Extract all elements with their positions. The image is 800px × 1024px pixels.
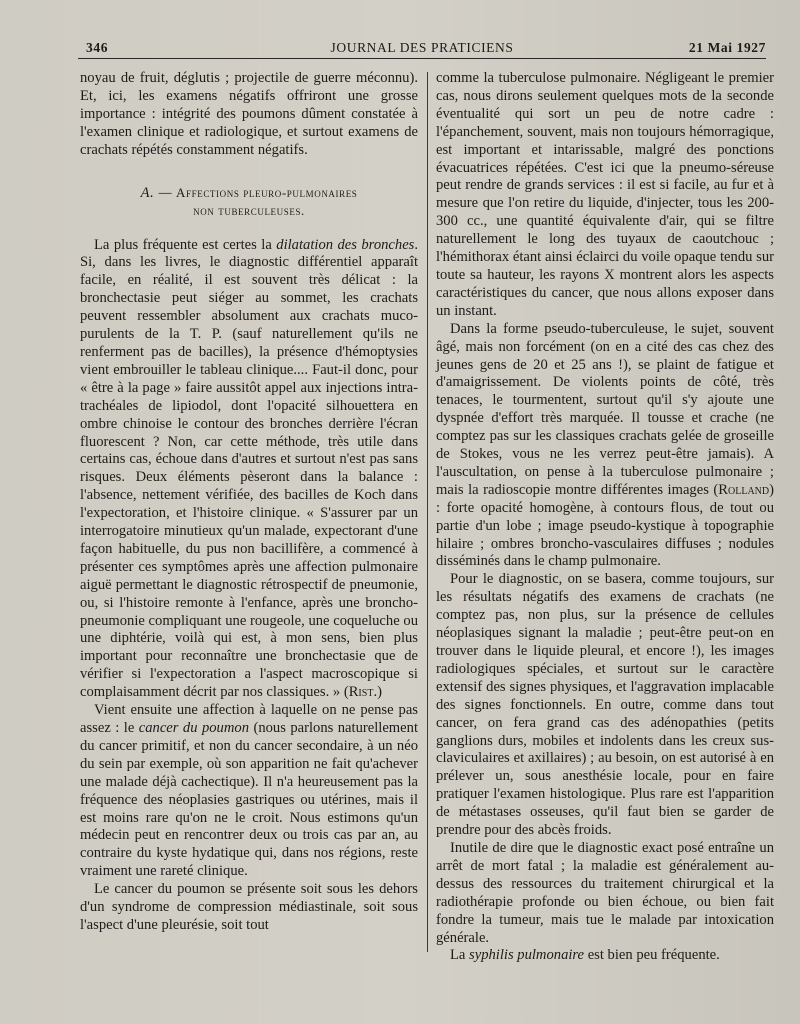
paragraph-cancer-presentation: Le cancer du poumon se présente soit sous les dehors d'un syndrome de compression médiastinale, soit sous l'aspect d'une pleurésie, soit tout	[80, 881, 418, 933]
right-column	[436, 70, 774, 965]
paragraph-pseudo-tuberculeuse	[436, 321, 774, 572]
page-number: 346	[86, 40, 109, 55]
intro-paragraph: noyau de fruit, déglutis ; projectile de guerre méconnu). Et, ici, les examens négatifs offriront une grosse importance : intégrité des poumons dûment constatée à l'examen clinique et radiologique, et surtout examens de crachats répétés constamment négatifs.	[80, 70, 418, 158]
column-divider	[427, 72, 428, 952]
author-name: Rist	[348, 684, 374, 701]
section-title-line2: non tuberculeuses.	[193, 202, 305, 218]
section-letter: A. —	[140, 184, 173, 201]
text-run: est bien peu fréquente.	[584, 947, 720, 964]
header-rule	[78, 58, 766, 59]
text-run: La plus fréquente est certes la	[94, 236, 277, 253]
text-run: . Si, dans les livres, le diagnostic différentiel apparaît facile, en réalité, il est souvent très délicat : la bronchectasie peut siéger au sommet, les crachats peuvent ressembler absolument aux crachats muco-purulents de la T. P. (sauf naturellement qu'ils ne renferment pas de bacilles), la présence d'hémoptysies vient embrouiller le tableau clinique.... Faut-il donc, pour « être à la page » faire aussitôt appel aux injections intra-trachéales de lipiodol, dont l'opacité silhouettera en ombre chinoise le contour des bronches derrière l'écran fluorescent ? Non, car cette méthode, très utile dans certains cas, échoue dans d'autres et surtout n'est pas sans risques. Deux éléments pèseront dans la balance : l'absence, nettement vérifiée, des bacilles de Koch dans l'expectoration, et l'histoire clinique. « S'assurer par un interrogatoire minutieux qu'un malade, expectorant d'une façon habituelle, du pus non bacillifère, a commencé à présenter ces symptômes après une affection pulmonaire aiguë permettant le diagnostic rétrospectif de pneumonie, ou, si l'histoire remonte à l'enfance, après une broncho-pneumonie compliquant une rougeole, une coqueluche ou une diphtérie, voilà qui est, à mon sens, bien plus important pour reconnaître une bronchectasie que de vérifier si l'expectoration a l'aspect macroscopique si complaisamment décrit par nos classiques. » (	[80, 236, 419, 701]
text-run: ) : forte opacité homogène, à contours flous, de tout ou partie d'un lobe ; image pseudo-kystique à topographie hilaire ; ombres broncho-vasculaires diffuses ; nodules disséminés dans le champ pulmonaire.	[436, 481, 774, 570]
paragraph-syphilis	[436, 947, 774, 965]
continued-paragraph: comme la tuberculose pulmonaire. Négligeant le premier cas, nous dirons seulement quelques mots de la seconde éventualité qui sort un peu de notre cadre : l'épanchement, souvent, mais non toujours hémorragique, est important et intarissable, malgré des ponctions évacuatrices répétées. C'est ici que la pneumo-séreuse peut rendre de grands services : il est si facile, au fur et à mesure que l'on retire du liquide, d'injecter, tous les 200-300 cc., une quantité équivalente d'air, qui se filtre naturellement le long des tuyaux de caoutchouc ; l'hémithorax étant ainsi éclairci du voile opaque tendu sur toute sa hauteur, les rayons X montrent alors les aspects caractéristiques du cancer, que nous allons exposer dans un instant.	[436, 70, 774, 319]
text-run: La	[450, 947, 470, 964]
issue-date: 21 Mai 1927	[688, 40, 766, 55]
text-run: .)	[373, 684, 382, 701]
text-run: Dans la forme pseudo-tuberculeuse, le sujet, souvent âgé, mais non forcément (on en a cité des cas chez des jeunes gens de 20 et 25 ans !), se plaint de fatigue et d'amaigrissement. De violents points de côté, très tenaces, le tourmentent, surtout qu'il s'y ajoute une dyspnée d'effort très marquée. Il tousse et crache (ne comptez pas sur les classiques crachats gelée de groseille de Stokes, vous ne les verrez peut-être jamais). A l'auscultation, on pense à la tuberculose pulmonaire ; mais la radioscopie montre différentes images (	[436, 320, 774, 498]
emphasis: dilatation des bronches	[276, 236, 415, 253]
left-column	[80, 70, 418, 935]
paragraph-cancer	[80, 702, 418, 881]
running-header	[78, 38, 766, 58]
journal-title: JOURNAL DES PRATICIENS	[330, 40, 514, 55]
paragraph-diagnostic: Pour le diagnostic, on se basera, comme toujours, sur les résultats négatifs des examens de crachats (ne comptez pas, non plus, sur la présence de cellules néoplasiques signant la maladie ; peut-être peut-on en trouver dans le liquide pleural, et encore !), les images radiologiques spéciales, et surtout sur le caractère extensif des signes physiques, et l'aggravation implacable des signes fonctionnels. En outre, comme dans tout cancer, on fera grand cas des adénopathies (petits ganglions durs, mobiles et indolents dans les creux sus-claviculaires et axillaires) ; au besoin, on est autorisé à en prélever un, sous anesthésie locale, pour en faire pratiquer l'examen histologique. Plus rare est l'apparition de métastases osseuses, qu'il faut bien se garder de prendre pour des abcès froids.	[436, 571, 774, 839]
section-heading	[80, 184, 418, 219]
text-run: Vient ensuite une affection à laquelle on ne pense pas assez : le	[80, 702, 418, 736]
emphasis: cancer du poumon	[138, 720, 249, 736]
text-run: (nous parlons naturellement du cancer primitif, et non du cancer secondaire, à un néo du sein par exemple, où son apparition ne fait qu'achever une malade déjà cachectique). Il n'a heureusement pas la fréquence des néoplasies gastriques ou utérines, mais il est moins rare qu'on ne le croit. Nous estimons qu'un médecin peut en rencontrer deux ou trois cas par an, au contraire du kyste hydatique qui, dans nos régions, reste vraiment une rareté clinique.	[80, 720, 418, 880]
section-title-line1: Affections pleuro-pulmonaires	[176, 184, 358, 200]
emphasis: syphilis pulmonaire	[469, 947, 585, 964]
author-name: Rolland	[718, 481, 770, 498]
paragraph-pronostic: Inutile de dire que le diagnostic exact posé entraîne un arrêt de mort fatal ; la maladie est généralement au-dessus des ressources du traitement chirurgical et la radiothérapie profonde ou bien échoue, ou bien fait fondre la tumeur, mais tue le malade par intoxication générale.	[436, 839, 774, 946]
paragraph-dilatation	[80, 237, 418, 703]
